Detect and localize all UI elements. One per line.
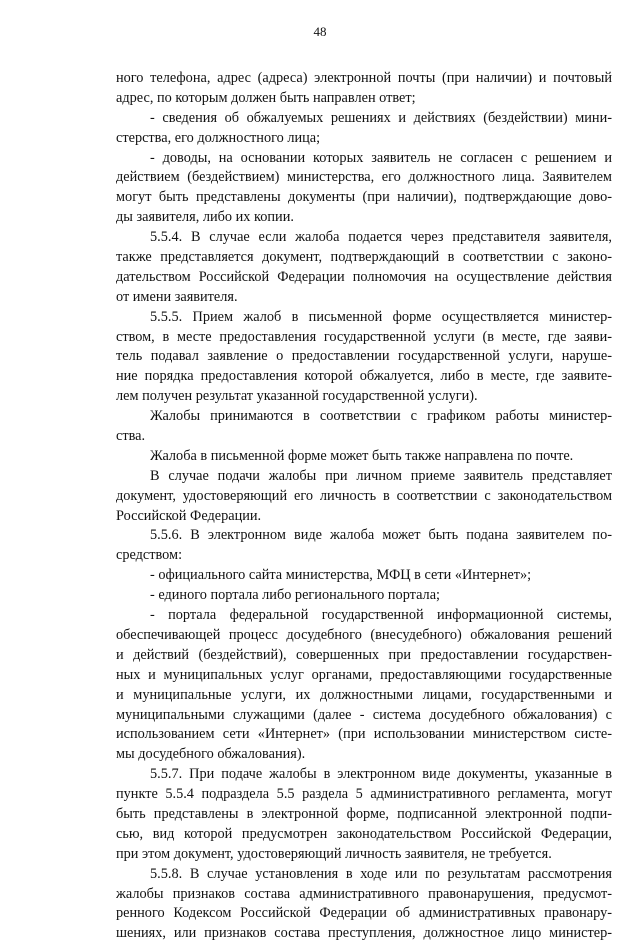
text-line: жалобы признаков состава административного правонарушения, предусмот- [116, 885, 612, 902]
text-line: также представляется документ, подтверждающий в соответствии с законо- [116, 249, 612, 266]
page-number: 48 [313, 24, 327, 39]
text-line: - сведения об обжалуемых решениях и действиях (бездействии) мини- [150, 109, 612, 126]
text-line: Жалобы принимаются в соответствии с графиком работы министер- [150, 408, 612, 425]
text-line: - единого портала либо регионального портала; [150, 587, 441, 604]
text-line: 5.5.4. В случае если жалоба подается через представителя заявителя, [150, 229, 612, 246]
text-line: мы досудебного обжалования). [116, 746, 306, 763]
text-line: ных и муниципальных услуг органами, предоставляющими государственные [116, 666, 612, 683]
text-line: ды заявителя, либо их копии. [116, 209, 294, 226]
text-line: тель подавал заявление о предоставлении государственной услуги, наруше- [116, 348, 612, 365]
text-line: ства. [116, 428, 146, 445]
text-line: шениях, или признаков состава преступления, должностное лицо министер- [116, 925, 612, 942]
text-line: и муниципальные услуги, их должностными лицами, государственными и [116, 686, 612, 703]
text-line: ренного Кодексом Российской Федерации об административных правонару- [116, 905, 612, 922]
text-line: быть представлены в электронной форме, подписанной электронной подпи- [116, 805, 612, 822]
text-line: - портала федеральной государственной информационной системы, [150, 607, 612, 624]
text-line: дательством Российской Федерации полномочия на осуществление действия [116, 268, 612, 285]
text-line: обеспечивающей процесс досудебного (внесудебного) обжалования решений [116, 626, 612, 643]
text-line: 5.5.7. При подаче жалобы в электронном виде документы, указанные в [150, 766, 612, 783]
text-line: муниципальными служащими (далее - система досудебного обжалования) с [116, 706, 612, 723]
text-line: Жалоба в письменной форме может быть также направлена по почте. [150, 447, 574, 464]
text-line: - доводы, на основании которых заявитель не согласен с решением и [150, 149, 612, 166]
text-line: ного телефона, адрес (адреса) электронной почты (при наличии) и почтовый [116, 70, 612, 86]
text-line: от имени заявителя. [116, 288, 238, 305]
text-line: и действий (бездействий), совершенных при предоставлении государствен- [116, 646, 612, 663]
text-line: В случае подачи жалобы при личном приеме заявитель представляет [150, 467, 612, 484]
text-line: действием (бездействием) министерства, его должностного лица. Заявителем [116, 169, 612, 186]
text-line: лем получен результат указанной государственной услуги). [116, 388, 478, 405]
text-line: средством: [116, 547, 183, 564]
text-line: использованием сети «Интернет» (при использовании министерством систе- [116, 726, 612, 743]
text-line: ние порядка предоставления которой обжалуется, либо в месте, где заявите- [116, 368, 612, 385]
text-line: Российской Федерации. [116, 507, 262, 524]
text-line: адрес, по которым должен быть направлен ответ; [116, 89, 416, 106]
text-line: могут быть представлены документы (при наличии), подтверждающие дово- [116, 189, 612, 206]
text-line: при этом документ, удостоверяющий личность заявителя, не требуется. [116, 845, 552, 862]
text-line: - официального сайта министерства, МФЦ в сети «Интернет»; [150, 567, 532, 584]
text-line: 5.5.8. В случае установления в ходе или по результатам рассмотрения [150, 865, 612, 882]
text-line: документ, удостоверяющий его личность в соответствии с законодательством [116, 487, 612, 504]
text-line: сью, вид которой предусмотрен законодательством Российской Федерации, [116, 825, 612, 842]
text-line: пункте 5.5.4 подраздела 5.5 раздела 5 административного регламента, могут [116, 786, 612, 803]
text-line: стерства, его должностного лица; [116, 129, 321, 146]
text-line: 5.5.5. Прием жалоб в письменной форме осуществляется министер- [150, 308, 612, 325]
document-body [116, 69, 612, 944]
text-line: ством, в месте предоставления государственной услуги (в месте, где заяви- [116, 328, 612, 345]
text-line: 5.5.6. В электронном виде жалоба может быть подана заявителем по- [150, 527, 612, 544]
